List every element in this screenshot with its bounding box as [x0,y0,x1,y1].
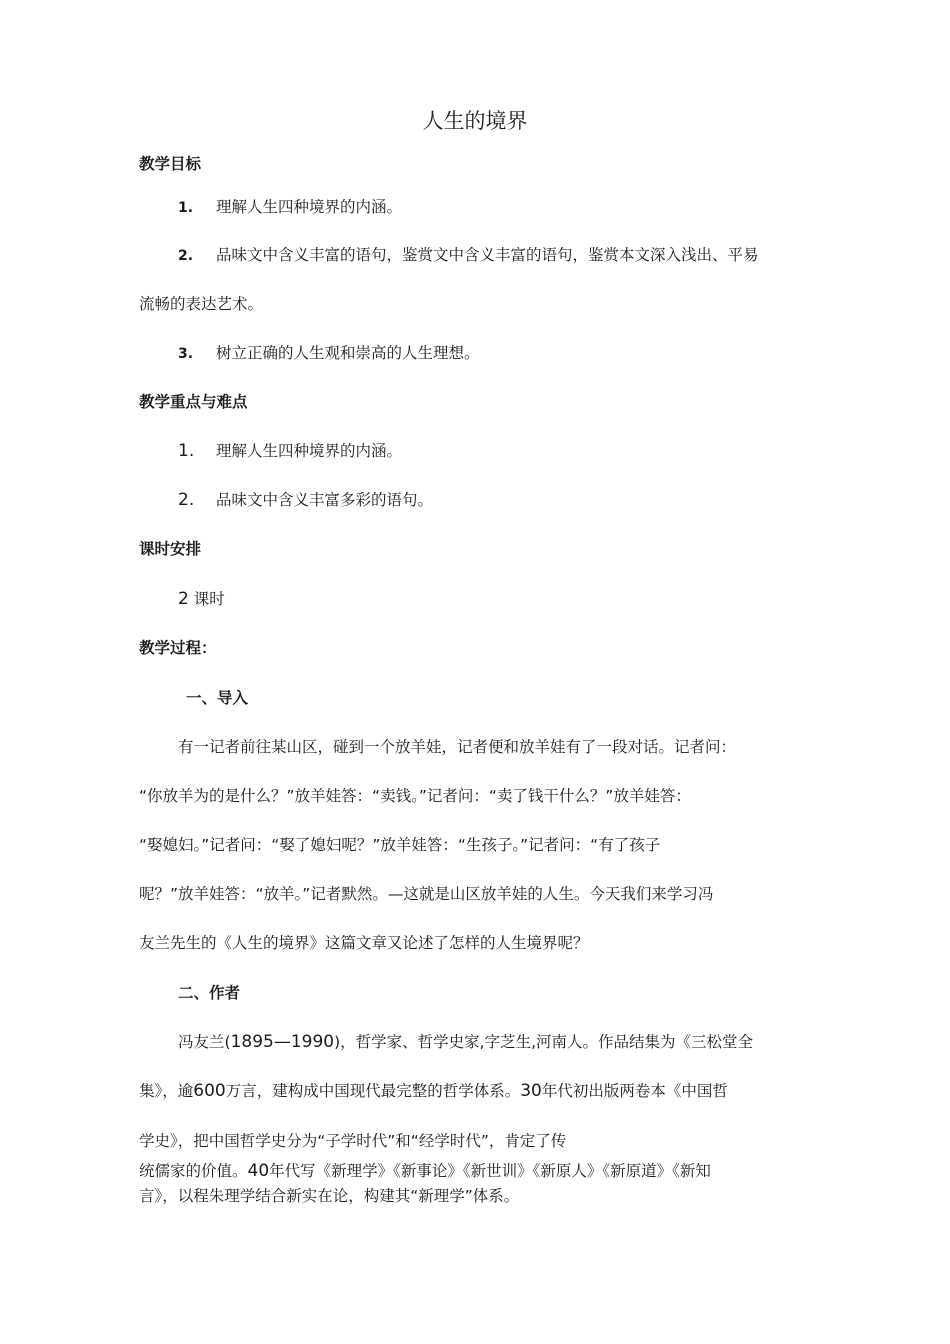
goal-text-3: 树立正确的人生观和崇高的人生理想。 [216,344,480,362]
author-line-3: 学史》，把中国哲学史分为“子学时代”和“经学时代”，肯定了传 [139,1132,567,1150]
key-point-text-2: 品味文中含义丰富多彩的语句。 [216,491,434,509]
process-heading: 教学过程： [139,639,217,657]
intro-line-5: 友兰先生的《人生的境界》这篇文章又论述了怎样的人生境界呢？ [139,934,589,952]
author-line-2 [139,1081,728,1101]
goal-num-2: 2. [178,248,194,264]
author-line-1-c: )，哲学家、哲学史家,字芝生,河南人。作品结集为《三松堂全 [334,1033,753,1051]
author-line-4-a: 统儒家的价值。 [139,1162,248,1180]
key-point-num-1: 1. [178,441,195,461]
author-line-1-a: 冯友兰( [178,1033,231,1051]
goal-item-1 [178,197,402,218]
intro-line-4: 呢？”放羊娃答：“放羊。”记者默然。—这就是山区放羊娃的人生。今天我们来学习冯 [139,885,714,903]
section-author-heading: 二、作者 [178,984,241,1002]
author-years: 1895—1990 [230,1032,335,1052]
section-intro-heading: 一、导入 [186,689,249,707]
goal-text-1: 理解人生四种境界的内涵。 [216,198,403,216]
goal-text-2: 品味文中含义丰富的语句，鉴赏文中含义丰富的语句，鉴赏本文深入浅出、平易 [216,246,759,264]
schedule-number: 2 [178,589,189,609]
key-point-item-2 [178,490,433,510]
author-line-2-e: 年代初出版两卷本《中国哲 [541,1082,728,1100]
goal-item-3 [178,343,480,364]
intro-line-2: “你放羊为的是什么？”放羊娃答：“卖钱。”记者问：“卖了钱干什么？”放羊娃答： [139,787,691,805]
author-words-count: 600 [193,1081,226,1101]
schedule-heading: 课时安排 [139,540,202,558]
key-points-heading: 教学重点与难点 [139,393,248,411]
key-point-text-1: 理解人生四种境界的内涵。 [216,442,403,460]
author-line-1 [178,1032,753,1052]
goal-num-3: 3. [178,346,194,362]
author-line-4-c: 年代写《新理学》《新事论》《新世训》《新原人》《新原道》《新知 [269,1162,711,1180]
schedule-unit: 课时 [193,590,225,608]
author-line-4 [139,1161,711,1181]
author-line-2-c: 万言，建构成中国现代最完整的哲学体系。 [225,1082,521,1100]
page-title: 人生的境界 [422,109,528,133]
key-point-item-1 [178,441,402,461]
intro-line-3: “娶媳妇。”记者问：“娶了媳妇呢？”放羊娃答：“生孩子。”记者问：“有了孩子 [139,836,661,854]
goal-item-2-cont: 流畅的表达艺术。 [139,295,264,313]
goal-item-2 [178,245,759,266]
author-decade-40: 40 [247,1161,270,1181]
author-line-5: 言》，以程朱理学结合新实在论，构建其“新理学”体系。 [139,1187,520,1205]
goals-heading: 教学目标 [139,155,202,173]
key-point-num-2: 2. [178,490,195,510]
author-decade-30: 30 [520,1081,542,1101]
schedule-value [178,589,225,609]
goal-num-1: 1. [178,200,194,216]
intro-line-1: 有一记者前往某山区，碰到一个放羊娃，记者便和放羊娃有了一段对话。记者问： [178,738,737,756]
author-line-2-a: 集》，逾 [139,1082,194,1100]
